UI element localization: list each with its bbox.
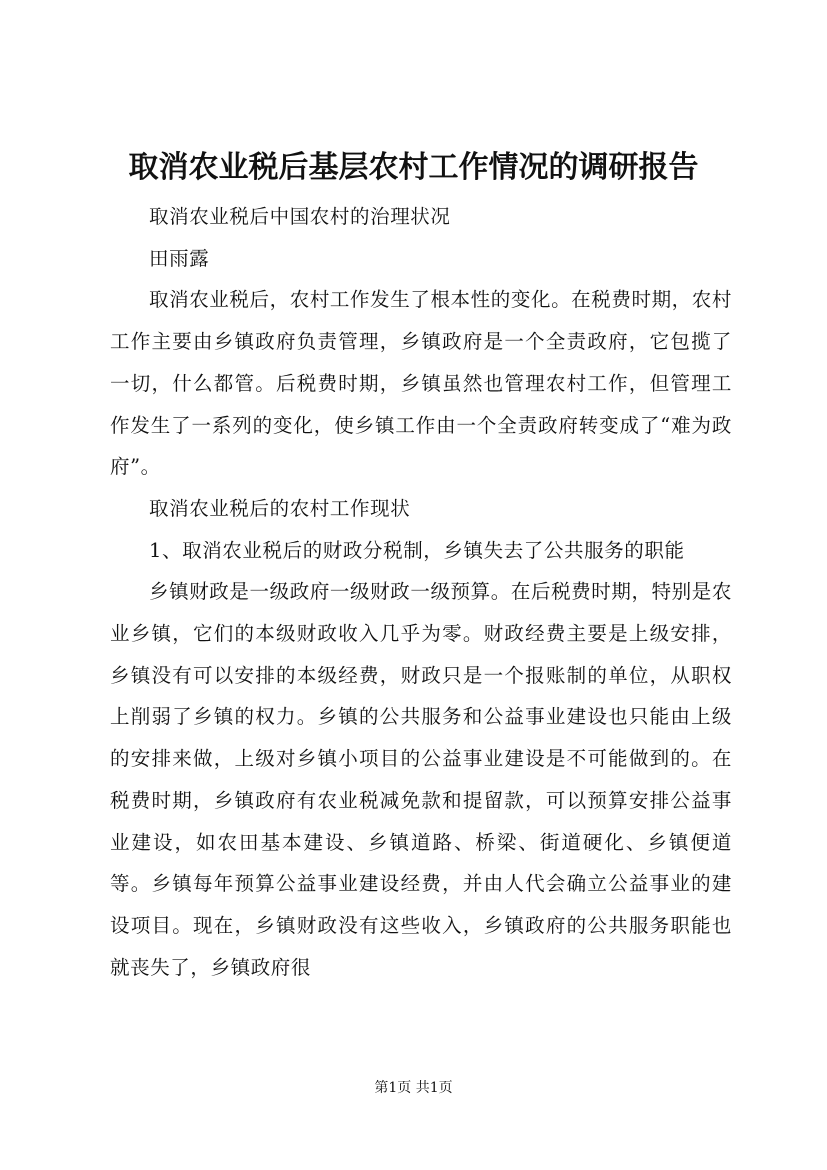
- page-footer: 第1页 共1页: [374, 1080, 453, 1096]
- body-paragraph: 乡镇财政是一级政府一级财政一级预算。在后税费时期，特别是农业乡镇，它们的本级财政收入几乎为零。财政经费主要是上级安排，乡镇没有可以安排的本级经费，财政只是一个报账制的单位，从职权上削弱了乡镇的权力。乡镇的公共服务和公益事业建设也只能由上级的安排来做，上级对乡镇小项目的公益事业建设是不可能做到的。在税费时期，乡镇政府有农业税减免款和提留款，可以预算安排公益事业建设，如农田基本建设、乡镇道路、桥梁、街道硬化、乡镇便道等。乡镇每年预算公益事业建设经费，并由人代会确立公益事业的建设项目。现在，乡镇财政没有这些收入，乡镇政府的公共服务职能也就丧失了，乡镇政府很: [110, 580, 732, 979]
- subtitle-paragraph: 取消农业税后中国农村的治理状况: [149, 205, 451, 228]
- section-heading-paragraph: 取消农业税后的农村工作现状: [149, 496, 411, 520]
- author-paragraph: 田雨露: [149, 246, 210, 270]
- body-paragraph: 取消农业税后，农村工作发生了根本性的变化。在税费时期，农村工作主要由乡镇政府负责管理，乡镇政府是一个全责政府，它包揽了一切，什么都管。后税费时期，乡镇虽然也管理农村工作，但管理工作发生了一系列的变化，使乡镇工作由一个全责政府转变成了“难为政府”。: [110, 288, 732, 479]
- document-title: 取消农业税后基层农村工作情况的调研报告: [128, 150, 699, 185]
- subsection-heading-paragraph: 1、取消农业税后的财政分税制，乡镇失去了公共服务的职能: [149, 538, 685, 562]
- document-body: [110, 196, 732, 988]
